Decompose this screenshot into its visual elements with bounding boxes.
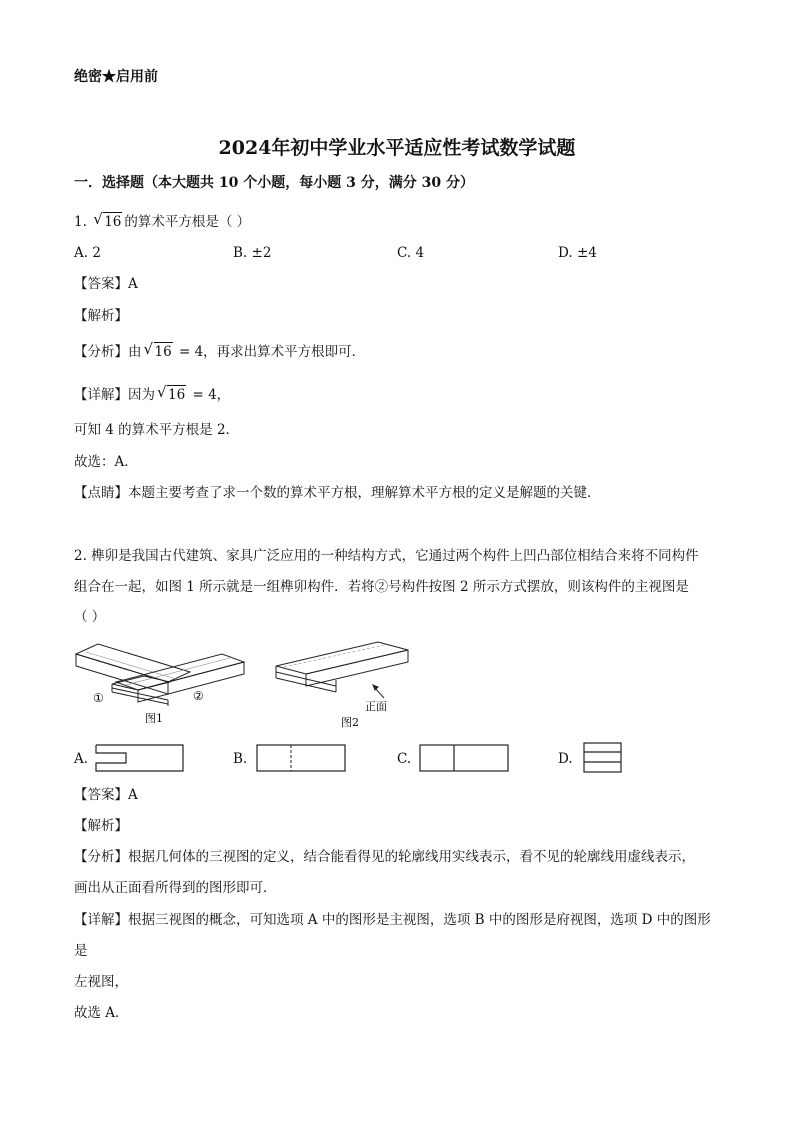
q2-option-d-label: D.	[558, 751, 573, 767]
figure-2-caption: 图2	[341, 716, 359, 729]
q2-option-d-figure	[582, 741, 624, 775]
fenxi-radicand: 16	[154, 344, 172, 360]
q1-option-c	[397, 244, 424, 262]
xiangjie-pre: 因为	[128, 387, 155, 403]
option-label: B.	[233, 245, 248, 261]
fenxi-eq: = 4	[174, 344, 204, 360]
option-label: A.	[74, 245, 89, 261]
q1-sqrt: √ 16	[93, 210, 122, 230]
answer-value: A	[128, 787, 138, 803]
xiangjie-post: ，	[216, 387, 231, 403]
q2-fenxi-line2: 画出从正面看所得到的图形即可．	[74, 880, 277, 896]
figure-1-part-2: ②	[193, 689, 204, 703]
q2-option-b-figure	[255, 743, 347, 773]
q2-xiangjie-line4: 故选 A．	[74, 1005, 129, 1021]
section-heading: 一．选择题（本大题共 10 个小题，每小题 3 分，满分 30 分）	[74, 175, 474, 191]
q1-analysis-tag: 【解析】	[74, 308, 128, 324]
figure-1-tenon-joint	[72, 636, 252, 726]
q2-stem-line1: 2. 榫卯是我国古代建筑、家具广泛应用的一种结构方式，它通过两个构件上凹凸部位相结合来将不同构件	[74, 548, 699, 564]
q1-stem-text: 的算术平方根是（ ）	[124, 214, 251, 230]
fenxi-tag: 【分析】	[74, 344, 128, 360]
q1-option-b	[233, 244, 271, 262]
option-label: D.	[558, 245, 573, 261]
xiangjie-tag: 【详解】	[74, 912, 128, 928]
q2-option-c-figure	[418, 743, 510, 773]
q1-fenxi	[74, 342, 365, 361]
figure-2-front-label: 正面	[365, 700, 387, 713]
fenxi-text: 根据几何体的三视图的定义，结合能看得见的轮廓线用实线表示，看不见的轮廓线用虚线表示，	[128, 849, 695, 865]
option-text: 4	[415, 245, 425, 261]
figure-1-part-1: ①	[93, 691, 104, 705]
q2-analysis-tag: 【解析】	[74, 818, 128, 834]
q2-option-c-label: C.	[397, 751, 412, 767]
dianjing-tag: 【点睛】	[74, 485, 128, 501]
q2-stem-line2: 组合在一起，如图 1 所示就是一组榫卯构件．若将②号构件按图 2 所示方式摆放，则该构件的主视图是	[74, 579, 689, 595]
q2-option-a-figure	[94, 743, 186, 773]
q1-radicand: 16	[104, 214, 122, 230]
option-text: 2	[92, 245, 101, 261]
q1-stem	[74, 212, 250, 231]
q1-option-a	[74, 244, 101, 262]
q2-answer	[74, 786, 138, 804]
xiangjie-tag: 【详解】	[74, 387, 128, 403]
q2-stem-line3: （ ）	[74, 609, 106, 625]
xiangjie-radicand: 16	[168, 387, 186, 403]
figure-2-component-2	[272, 636, 417, 731]
q2-xiangjie-line3: 左视图，	[74, 974, 128, 990]
q2-option-b-label: B.	[233, 751, 248, 767]
fenxi-sqrt: √ 16	[143, 340, 172, 360]
option-text: ±4	[576, 245, 597, 261]
q1-number: 1.	[74, 214, 87, 230]
fenxi-post: ，再求出算术平方根即可．	[203, 344, 366, 360]
fenxi-tag: 【分析】	[74, 849, 128, 865]
answer-tag: 【答案】	[74, 276, 128, 292]
fenxi-pre: 由	[128, 344, 142, 360]
q1-dianjing	[74, 484, 601, 502]
q2-xiangjie-line2: 是	[74, 943, 88, 959]
xiangjie-eq: = 4	[188, 387, 217, 403]
q2-fenxi-line1	[74, 848, 695, 866]
q1-xiangjie	[74, 385, 230, 404]
q2-xiangjie-line1	[74, 911, 711, 929]
q1-line3: 故选：A．	[74, 454, 138, 470]
confidential-label: 绝密★启用前	[74, 69, 158, 85]
xiangjie-sqrt: √ 16	[157, 383, 186, 403]
option-label: C.	[397, 245, 412, 261]
answer-tag: 【答案】	[74, 787, 128, 803]
xiangjie-text: 根据三视图的概念，可知选项 A 中的图形是主视图，选项 B 中的图形是府视图，选项 D 中的图形	[128, 912, 711, 928]
option-text: ±2	[251, 245, 272, 261]
dianjing-text: 本题主要考查了求一个数的算术平方根，理解算术平方根的定义是解题的关键．	[128, 485, 601, 501]
q1-answer	[74, 275, 138, 293]
q1-option-d	[558, 244, 597, 262]
answer-value: A	[128, 276, 138, 292]
page-title: 2024年初中学业水平适应性考试数学试题	[218, 137, 576, 159]
q1-line2: 可知 4 的算术平方根是 2．	[74, 422, 240, 438]
figure-1-caption: 图1	[145, 712, 163, 725]
q2-option-a-label: A.	[74, 751, 89, 767]
